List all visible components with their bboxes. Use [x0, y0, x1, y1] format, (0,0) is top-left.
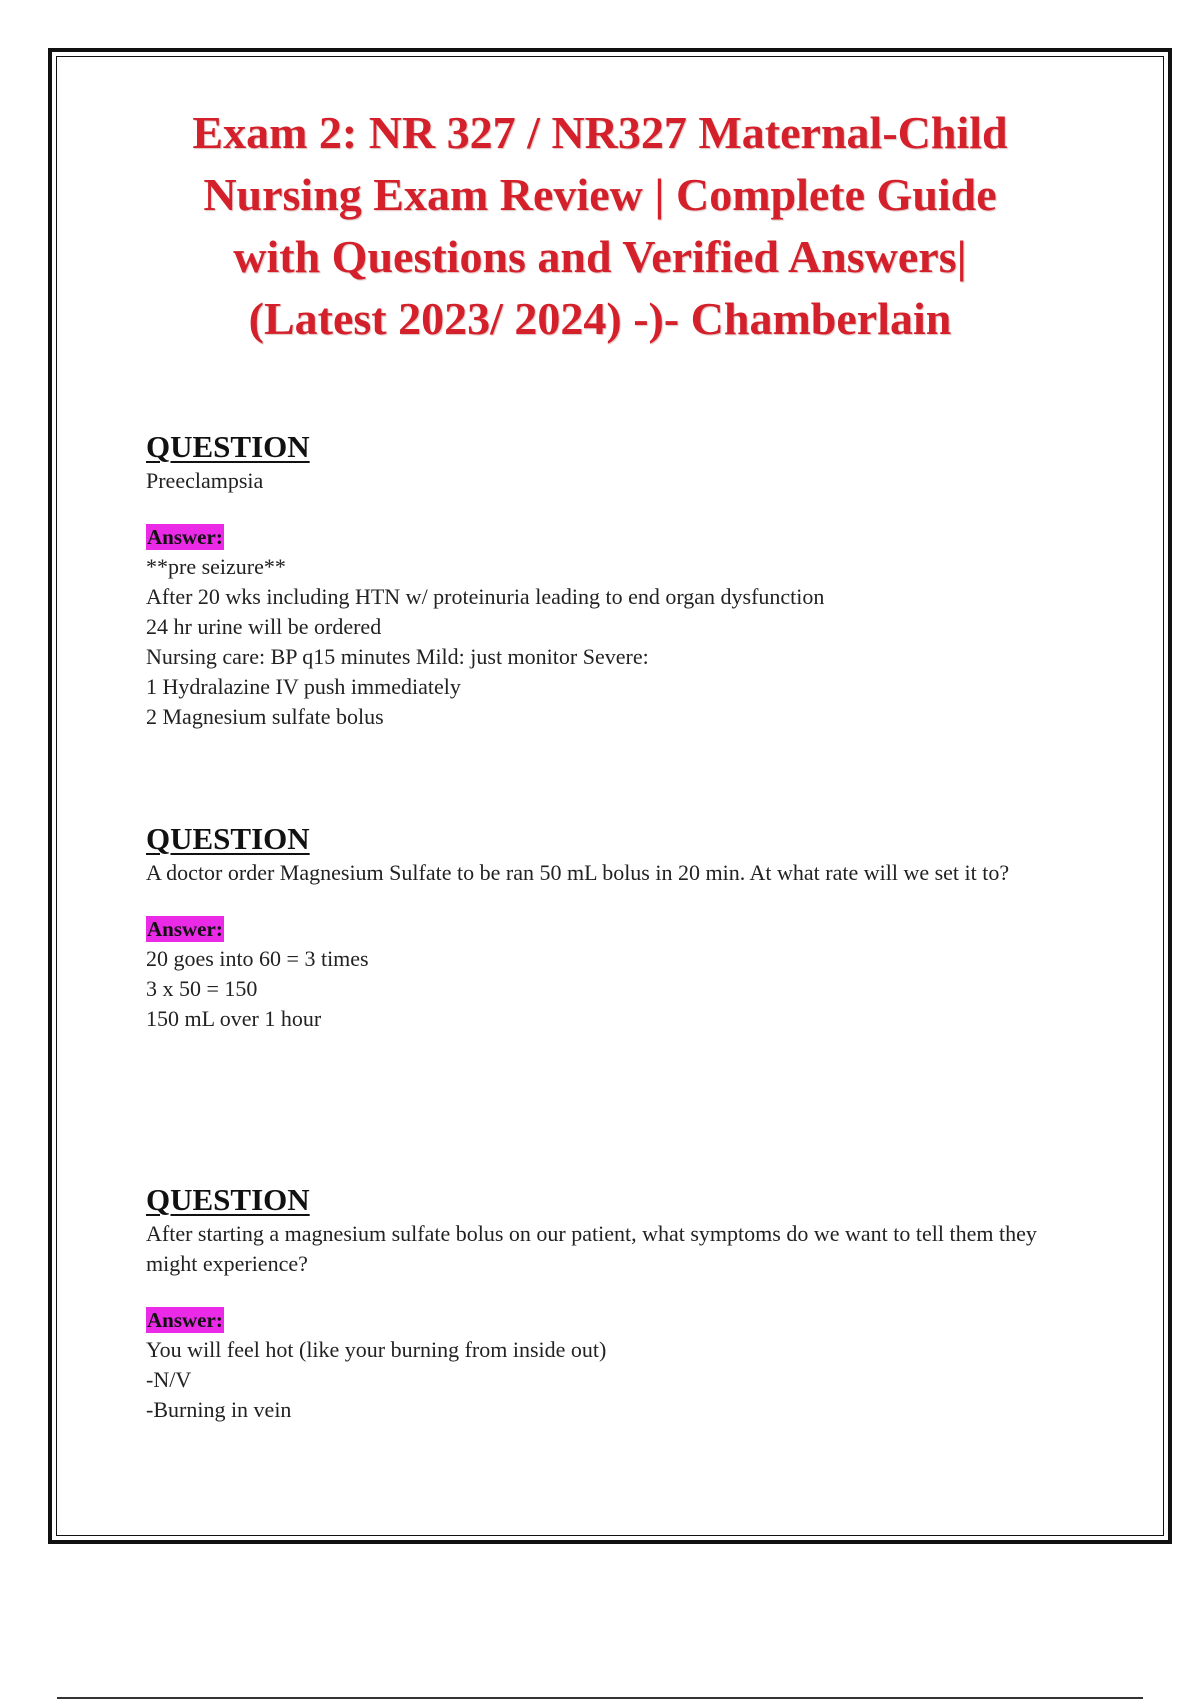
answer-line: You will feel hot (like your burning from inside out) — [146, 1337, 607, 1362]
answer-line: 150 mL over 1 hour — [146, 1006, 322, 1031]
question-block-1 — [146, 430, 1086, 732]
title-line: Nursing Exam Review | Complete Guide — [203, 169, 997, 220]
question-text: After starting a magnesium sulfate bolus on our patient, what symptoms do we want to tell them they might experience? — [146, 1221, 1037, 1276]
answer-line: After 20 wks including HTN w/ proteinuria leading to end organ dysfunction — [146, 584, 825, 609]
title-line: Exam 2: NR 327 / NR327 Maternal-Child — [192, 107, 1008, 158]
answer-line: 20 goes into 60 = 3 times — [146, 946, 369, 971]
document-title — [150, 102, 1050, 350]
answer-line: Nursing care: BP q15 minutes Mild: just monitor Severe: — [146, 644, 649, 669]
question-block-3 — [146, 1183, 1086, 1425]
question-heading: QUESTION — [146, 1182, 310, 1217]
answer-line: 3 x 50 = 150 — [146, 976, 258, 1001]
answer-line: **pre seizure** — [146, 554, 286, 579]
answer-line: 1 Hydralazine IV push immediately — [146, 674, 461, 699]
footer-divider — [57, 1697, 1143, 1699]
title-line: (Latest 2023/ 2024) -)- Chamberlain — [248, 293, 952, 344]
answer-lines — [146, 1335, 1086, 1425]
question-block-2 — [146, 822, 1086, 1034]
answer-lines — [146, 944, 1086, 1034]
answer-line: 2 Magnesium sulfate bolus — [146, 704, 384, 729]
title-line: with Questions and Verified Answers| — [233, 231, 967, 282]
answer-line: -Burning in vein — [146, 1397, 292, 1422]
answer-lines — [146, 552, 1086, 732]
answer-line: -N/V — [146, 1367, 192, 1392]
question-heading: QUESTION — [146, 429, 310, 464]
answer-line: 24 hr urine will be ordered — [146, 614, 382, 639]
answer-label: Answer: — [147, 1308, 223, 1332]
question-text: A doctor order Magnesium Sulfate to be ran 50 mL bolus in 20 min. At what rate will we set it to? — [146, 860, 1010, 885]
question-text: Preeclampsia — [146, 468, 264, 493]
question-heading: QUESTION — [146, 821, 310, 856]
answer-label: Answer: — [147, 525, 223, 549]
answer-label: Answer: — [147, 917, 223, 941]
